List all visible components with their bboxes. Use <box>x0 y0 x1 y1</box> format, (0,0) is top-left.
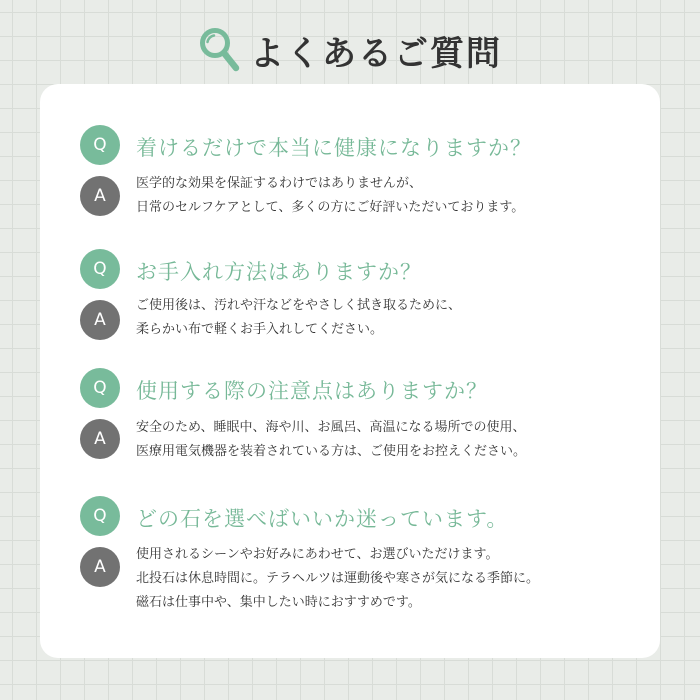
a-badge: A <box>80 419 120 459</box>
q-badge: Q <box>80 125 120 165</box>
question-text: 着けるだけで本当に健康になりますか？ <box>136 136 532 160</box>
page-title: よくあるご質問 <box>250 33 502 74</box>
answer-line: 安全のため、睡眠中、海や川、お風呂、高温になる場所での使用、 <box>136 420 526 435</box>
answer-line: 柔らかい布で軽くお手入れしてください。 <box>136 322 384 337</box>
answer-line: 磁石は仕事中や、集中したい時におすすめです。 <box>136 595 421 610</box>
magnifier-icon <box>198 26 242 74</box>
answer-line: ご使用後は、汚れや汗などをやさしく拭き取るために、 <box>136 298 462 313</box>
q-badge: Q <box>80 496 120 536</box>
answer-line: 使用されるシーンやお好みにあわせて、お選びいただけます。 <box>136 547 499 562</box>
question-text: 使用する際の注意点はありますか？ <box>136 379 488 403</box>
answer-line: 北投石は休息時間に。テラヘルツは運動後や寒さが気になる季節に。 <box>136 571 540 586</box>
answer-text <box>136 294 461 342</box>
question-text: お手入れ方法はありますか？ <box>136 260 422 284</box>
answer-text <box>136 416 526 464</box>
answer-line: 日常のセルフケアとして、多くの方にご好評いただいております。 <box>136 200 525 215</box>
q-badge: Q <box>80 368 120 408</box>
answer-line: 医学的な効果を保証するわけではありませんが、 <box>136 176 423 191</box>
answer-text <box>136 172 524 220</box>
q-badge: Q <box>80 249 120 289</box>
answer-line: 医療用電気機器を装着されている方は、ご使用をお控えください。 <box>136 444 527 459</box>
answer-text <box>136 543 539 615</box>
question-text: どの石を選べばいいか迷っています。 <box>136 507 509 531</box>
page-header <box>0 22 700 78</box>
a-badge: A <box>80 300 120 340</box>
a-badge: A <box>80 176 120 216</box>
a-badge: A <box>80 547 120 587</box>
